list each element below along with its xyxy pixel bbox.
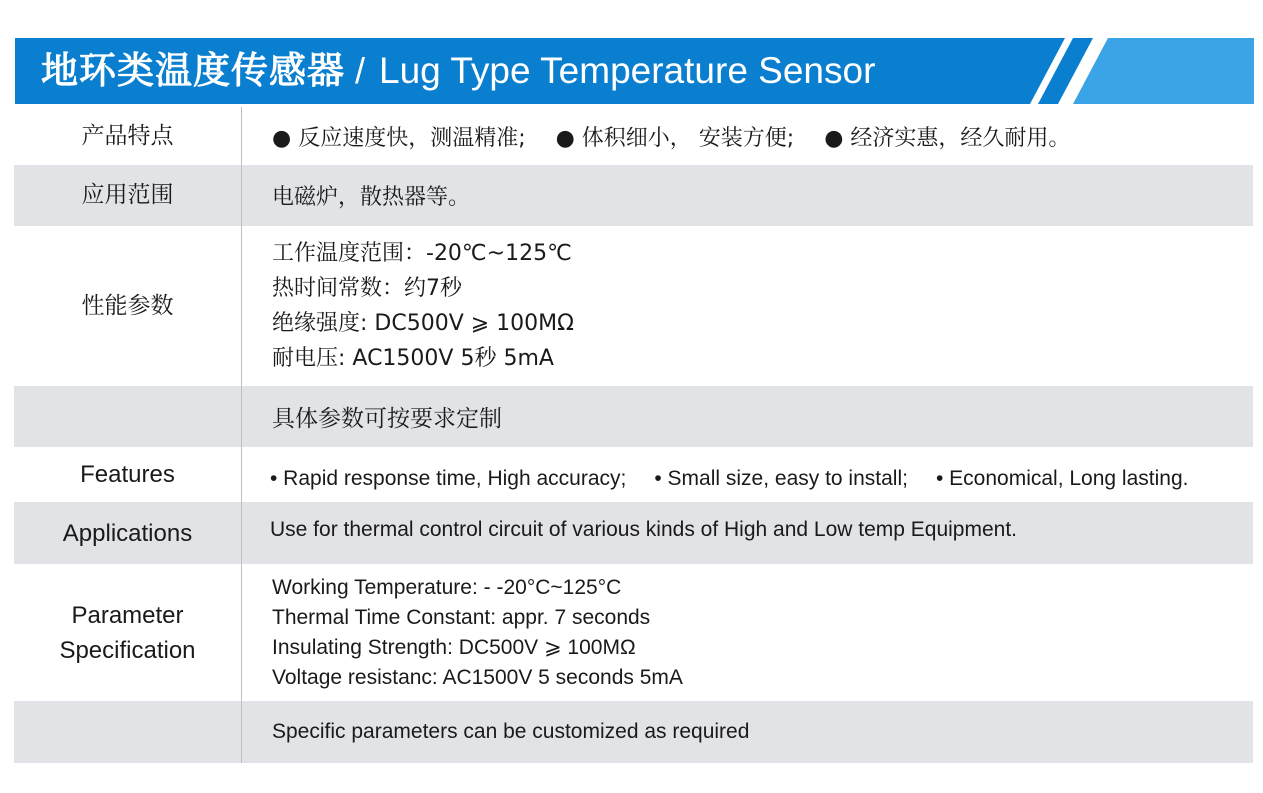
feature-item: ● 体积细小， 安装方便;: [555, 125, 795, 151]
spec-line: Voltage resistanc: AC1500V 5 seconds 5mA: [272, 665, 683, 689]
spec-lines: [272, 236, 574, 376]
column-divider: [241, 226, 242, 386]
row-content: [272, 226, 1253, 386]
spec-line: 耐电压: AC1500V 5秒 5mA: [272, 346, 554, 371]
row-content: [272, 564, 1253, 701]
row-label: 性能参数: [81, 292, 174, 319]
row-custom-en: [14, 701, 1253, 763]
spec-line: 工作温度范围：-20℃~125℃: [272, 241, 572, 266]
spec-line: 热时间常数：约7秒: [272, 276, 462, 301]
row-applications-en: [14, 502, 1253, 564]
feature-item: ● 经济实惠，经久耐用。: [824, 125, 1071, 151]
title-banner: [15, 38, 1254, 104]
title-separator: /: [355, 50, 366, 91]
row-label: Applications: [62, 519, 193, 547]
row-custom-cn: [14, 386, 1253, 447]
title-chinese: 地环类温度传感器: [41, 49, 345, 92]
row-label: Features: [80, 461, 175, 488]
spec-line: 绝缘强度: DC500V ⩾ 100MΩ: [272, 311, 574, 336]
feature-item: ● 反应速度快，测温精准;: [272, 125, 526, 151]
column-divider: [241, 165, 242, 226]
feature-item: • Rapid response time, High accuracy;: [270, 466, 627, 490]
row-label: [14, 564, 241, 701]
row-performance-cn: [14, 226, 1253, 386]
label-line: Parameter: [71, 601, 184, 629]
row-parameters-en: [14, 564, 1253, 701]
row-content: [270, 447, 1253, 502]
row-features-en: [14, 447, 1253, 502]
spec-lines: [272, 573, 683, 693]
feature-item: • Economical, Long lasting.: [935, 466, 1189, 490]
spec-line: Thermal Time Constant: appr. 7 seconds: [272, 605, 651, 629]
spec-line: Insulating Strength: DC500V ⩾ 100MΩ: [272, 635, 636, 659]
column-divider: [241, 107, 242, 165]
title-english: Lug Type Temperature Sensor: [379, 50, 876, 91]
spec-line: Working Temperature: - -20°C~125°C: [272, 575, 622, 599]
column-divider: [241, 701, 242, 763]
column-divider: [241, 386, 242, 447]
page-title: [41, 38, 875, 104]
column-divider: [241, 447, 242, 502]
row-label: 产品特点: [81, 122, 174, 149]
row-content: Specific parameters can be customized as required: [272, 720, 750, 743]
row-content: [272, 107, 1253, 165]
column-divider: [241, 502, 242, 564]
row-features-cn: [14, 107, 1253, 165]
row-applications-cn: [14, 165, 1253, 226]
banner-stripe-light: [1073, 38, 1254, 104]
feature-item: • Small size, easy to install;: [654, 466, 908, 490]
column-divider: [241, 564, 242, 701]
row-content: Use for thermal control circuit of various kinds of High and Low temp Equipment.: [270, 518, 1018, 541]
row-label: 应用范围: [81, 182, 174, 208]
row-content: 具体参数可按要求定制: [272, 406, 502, 432]
row-content: 电磁炉，散热器等。: [272, 185, 471, 210]
label-line: Specification: [59, 636, 196, 664]
